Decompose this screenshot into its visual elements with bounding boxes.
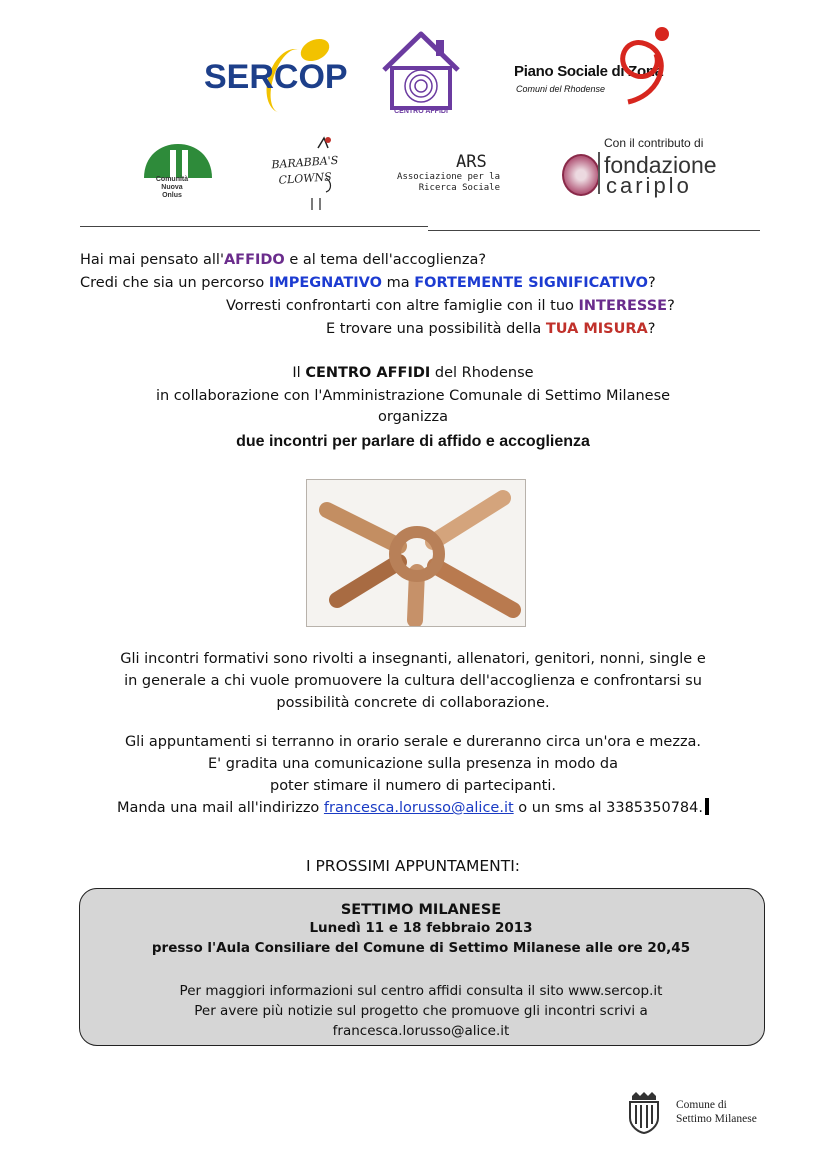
comune-name [676, 1098, 757, 1126]
appointment-info-3: francesca.lorusso@alice.it [332, 1023, 510, 1039]
paragraph-1-line-2: in generale a chi vuole promuovere la cultura dell'accoglienza e confrontarsi su [124, 673, 702, 689]
piano-sociale-swirl-icon [606, 24, 676, 114]
piano-sociale-title: Piano Sociale di Zona [514, 63, 663, 80]
contact-sms-text: o un sms al 3385350784. [513, 800, 703, 816]
organizer-line-2: in collaborazione con l'Amministrazione Comunale di Settimo Milanese [155, 388, 671, 404]
barabbas-line1: BARABBA'S [271, 153, 339, 172]
hands-circle-photo [306, 479, 526, 627]
q2-text: Credi che sia un percorso [80, 275, 269, 291]
org-line1-pre: Il [292, 365, 306, 381]
q4-text: E trovare una possibilità della [326, 321, 546, 337]
question-2 [80, 272, 656, 294]
header-divider-right [428, 230, 760, 231]
cariplo-divider [598, 152, 600, 194]
barabbas-clowns-text [271, 153, 340, 190]
comune-line1: Comune di [676, 1099, 727, 1111]
q3-highlight: INTERESSE [578, 298, 668, 314]
paragraph-2-line-1: Gli appuntamenti si terranno in orario serale e dureranno circa un'ora e mezza. [124, 734, 702, 750]
q3-text: Vorresti confrontarti con altre famiglie con il tuo [226, 298, 579, 314]
organizer-line-1 [0, 362, 826, 384]
q1-text-end: e al tema dell'accoglienza? [284, 252, 487, 268]
contribution-label: Con il contributo di [604, 136, 704, 150]
q2-text-end: ? [647, 275, 656, 291]
contact-email-link[interactable]: francesca.lorusso@alice.it [323, 800, 514, 816]
cariplo-line2: cariplo [606, 173, 692, 198]
q2-highlight-1: IMPEGNATIVO [268, 275, 382, 291]
q2-text-mid: ma [381, 275, 415, 291]
comune-crest-icon [624, 1090, 664, 1134]
appointment-info-1: Per maggiori informazioni sul centro affidi consulta il sito www.sercop.it [179, 983, 663, 999]
header-divider-left [80, 226, 428, 227]
contact-text: Manda una mail all'indirizzo [117, 800, 324, 816]
barabbas-line2: CLOWNS [278, 170, 333, 187]
q1-highlight: AFFIDO [223, 252, 285, 268]
organizer-line-3: organizza [378, 409, 448, 425]
sercop-logo: SERCOP [204, 58, 348, 96]
question-3 [226, 295, 675, 317]
text-cursor [705, 798, 709, 815]
question-4 [326, 318, 655, 340]
appointments-heading: I PROSSIMI APPUNTAMENTI: [305, 857, 521, 875]
centro-affidi-house-icon [376, 28, 466, 120]
org-centro-affidi: CENTRO AFFIDI [305, 365, 431, 381]
piano-sociale-subtitle: Comuni del Rhodense [516, 84, 606, 94]
paragraph-2-line-3: poter stimare il numero di partecipanti. [269, 778, 557, 794]
paragraph-2-line-2: E' gradita una comunicazione sulla presenza in modo da [208, 756, 618, 772]
ars-title: ARS [456, 152, 487, 172]
org-line1-post: del Rhodense [430, 365, 534, 381]
appointment-city: SETTIMO MILANESE [340, 902, 502, 918]
cariplo-emblem-icon [562, 154, 600, 196]
ars-subtitle: Associazione per la Ricerca Sociale [397, 172, 500, 193]
comunita-nuova-text: Comunità Nuova Onlus [155, 176, 189, 199]
paragraph-2-line-4 [0, 797, 826, 819]
appointment-info-2: Per avere più notizie sul progetto che promuove gli incontri scrivi a [194, 1003, 648, 1019]
q4-highlight: TUA MISURA [545, 321, 648, 337]
q4-text-end: ? [647, 321, 656, 337]
paragraph-1-line-3: possibilità concrete di collaborazione. [276, 695, 550, 711]
appointment-dates: Lunedì 11 e 18 febbraio 2013 [309, 920, 533, 936]
appointment-place: presso l'Aula Consiliare del Comune di Settimo Milanese alle ore 20,45 [151, 940, 691, 956]
cariplo-line1: fondazione [604, 152, 717, 178]
paragraph-1-line-1: Gli incontri formativi sono rivolti a insegnanti, allenatori, genitori, nonni, single e [120, 651, 706, 667]
comune-line2: Settimo Milanese [676, 1113, 757, 1125]
q2-highlight-2: FORTEMENTE SIGNIFICATIVO [414, 275, 648, 291]
question-1 [80, 249, 486, 271]
q3-text-end: ? [667, 298, 675, 314]
headline: due incontri per parlare di affido e accoglienza [236, 433, 590, 450]
q1-text: Hai mai pensato all' [80, 252, 224, 268]
centro-affidi-label: CENTRO AFFIDI [394, 108, 448, 115]
